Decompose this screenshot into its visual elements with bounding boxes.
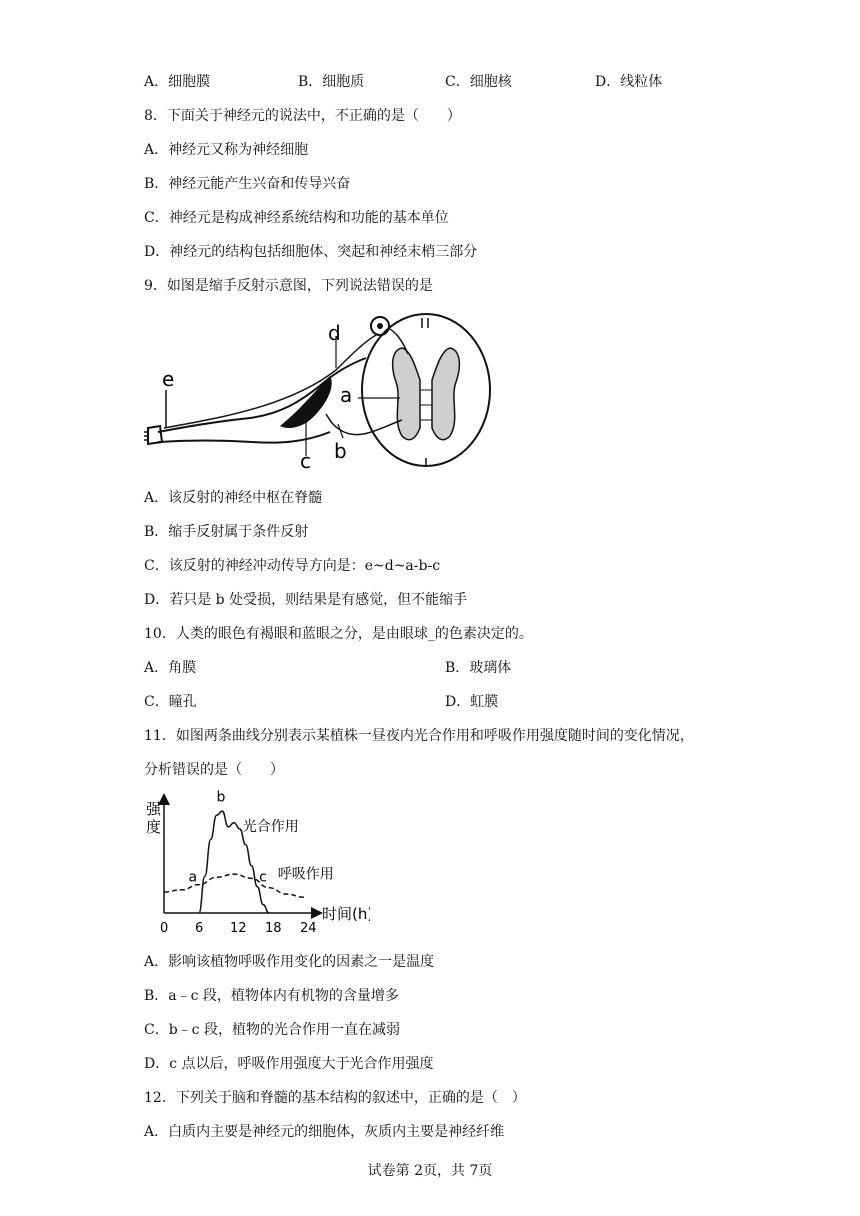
q11-option-b: B．a﹣c 段，植物体内有机物的含量增多 bbox=[144, 988, 399, 1004]
x-axis-label: 时间(h) bbox=[322, 905, 370, 923]
x-tick-label: 24 bbox=[300, 921, 317, 936]
x-tick-label: 6 bbox=[195, 921, 204, 936]
q7-option-b: B．细胞质 bbox=[298, 74, 365, 90]
q8-option-c: C．神经元是构成神经系统结构和功能的基本单位 bbox=[144, 210, 449, 226]
q9-option-b: B．缩手反射属于条件反射 bbox=[144, 524, 309, 540]
q8-option-d: D．神经元的结构包括细胞体、突起和神经末梢三部分 bbox=[144, 244, 478, 260]
series-label: 呼吸作用 bbox=[277, 866, 334, 883]
q10-option-b: B．玻璃体 bbox=[445, 660, 512, 676]
q11-option-a: A．影响该植物呼吸作用变化的因素之一是温度 bbox=[144, 954, 435, 970]
q11-stem-line1: 11．如图两条曲线分别表示某植株一昼夜内光合作用和呼吸作用强度随时间的变化情况， bbox=[144, 728, 694, 744]
q11-option-d: D．c 点以后，呼吸作用强度大于光合作用强度 bbox=[144, 1056, 434, 1072]
q9-stem: 9．如图是缩手反射示意图，下列说法错误的是 bbox=[144, 278, 433, 294]
reflex-arc-figure bbox=[140, 310, 500, 470]
q8-option-b: B．神经元能产生兴奋和传导兴奋 bbox=[144, 176, 351, 192]
label-e: e bbox=[162, 367, 175, 391]
q10-option-d: D．虹膜 bbox=[445, 694, 499, 710]
q8-stem: 8．下面关于神经元的说法中，不正确的是（ ） bbox=[144, 108, 461, 124]
q11-stem-line2: 分析错误的是（ ） bbox=[144, 762, 284, 778]
label-c: c bbox=[300, 449, 311, 470]
q10-stem: 10．人类的眼色有褐眼和蓝眼之分，是由眼球_的色素决定的。 bbox=[144, 626, 533, 642]
x-tick-label: 12 bbox=[230, 921, 247, 936]
q7-option-c: C．细胞核 bbox=[445, 74, 512, 90]
q12-stem: 12．下列关于脑和脊髓的基本结构的叙述中，正确的是（ ） bbox=[144, 1090, 526, 1106]
q9-option-c: C．该反射的神经冲动传导方向是：e~d~a-b-c bbox=[144, 558, 441, 574]
point-label-c: c bbox=[259, 869, 267, 886]
page-footer: 试卷第 2页，共 7页 bbox=[367, 1163, 493, 1179]
q11-option-c: C．b﹣c 段，植物的光合作用一直在减弱 bbox=[144, 1022, 400, 1038]
label-a: a bbox=[340, 383, 353, 407]
x-tick-label: 0 bbox=[160, 921, 169, 936]
point-label-b: b bbox=[216, 789, 226, 806]
q8-option-a: A．神经元又称为神经细胞 bbox=[144, 142, 309, 158]
x-tick-label: 18 bbox=[265, 921, 282, 936]
label-d: d bbox=[328, 321, 341, 345]
y-axis-label-2: 度 bbox=[146, 818, 162, 836]
photosynthesis-chart bbox=[140, 788, 370, 938]
q10-option-c: C．瞳孔 bbox=[144, 694, 197, 710]
q9-option-d: D．若只是 b 处受损，则结果是有感觉，但不能缩手 bbox=[144, 592, 468, 608]
q9-option-a: A．该反射的神经中枢在脊髓 bbox=[144, 490, 323, 506]
q7-option-d: D．线粒体 bbox=[595, 74, 663, 90]
q12-option-a: A．白质内主要是神经元的细胞体，灰质内主要是神经纤维 bbox=[144, 1124, 505, 1140]
series-label: 光合作用 bbox=[242, 819, 299, 836]
y-axis-label-1: 强 bbox=[146, 800, 162, 818]
label-b: b bbox=[334, 439, 347, 463]
q10-option-a: A．角膜 bbox=[144, 660, 197, 676]
q7-option-a: A．细胞膜 bbox=[144, 74, 211, 90]
point-label-a: a bbox=[188, 869, 198, 886]
